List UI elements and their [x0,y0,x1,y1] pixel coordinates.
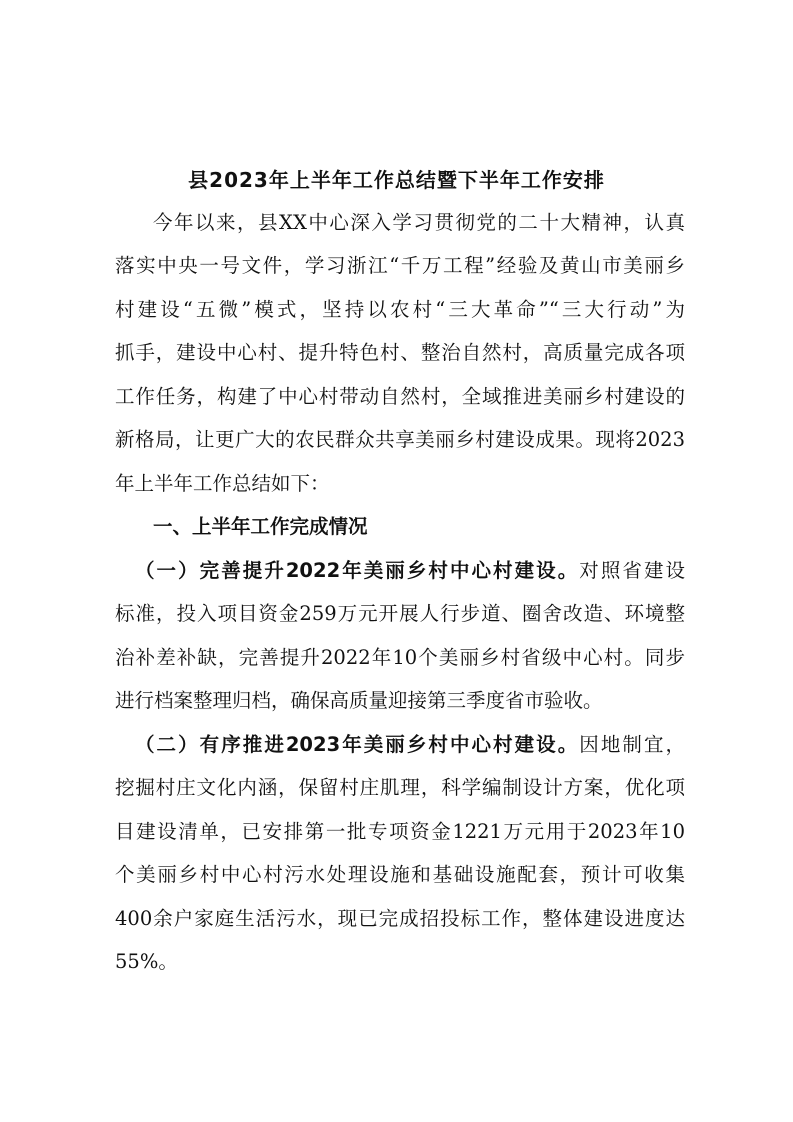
item-2-line-4: 个美丽乡村中心村污水处理设施和基础设施配套，预计可收集 [115,863,685,886]
intro-line-2: 落实中央一号文件，学习浙江“千万工程”经验及黄山市美丽乡 [115,254,685,277]
intro-line-6: 新格局，让更广大的农民群众共享美丽乡村建设成果。现将2023 [115,428,685,451]
item-1-line-2: 标准，投入项目资金259万元开展人行步道、圈舍改造、环境整 [115,602,685,625]
item-2-line-3: 目建设清单，已安排第一批专项资金1221万元用于2023年10 [115,820,685,843]
intro-line-5: 工作任务，构建了中心村带动自然村，全域推进美丽乡村建设的 [115,385,685,408]
item-2-line-6: 55%。 [115,950,178,973]
item-2-first-line [135,731,685,759]
section-heading-1: 一、上半年工作完成情况 [153,515,368,538]
item-1-line-4: 进行档案整理归档，确保高质量迎接第三季度省市验收。 [115,689,603,712]
item-2-lead: （二）有序推进2023年美丽乡村中心村建设。 [135,733,580,756]
item-2-line-5: 400余户家庭生活污水，现已完成招投标工作，整体建设进度达 [115,907,685,930]
item-1-lead: （一）完善提升2022年美丽乡村中心村建设。 [135,559,580,582]
item-1-first-line [135,557,685,585]
item-1-first-line-rest: 对照省建设 [579,559,685,582]
document-title: 县2023年上半年工作总结暨下半年工作安排 [188,168,605,192]
item-1-line-3: 治补差补缺，完善提升2022年10个美丽乡村省级中心村。同步 [115,646,685,669]
item-2-line-2: 挖掘村庄文化内涵，保留村庄肌理，科学编制设计方案，优化项 [115,776,685,799]
item-2-first-line-rest: 因地制宜， [579,733,685,756]
intro-line-7: 年上半年工作总结如下： [115,472,330,495]
intro-line-4: 抓手，建设中心村、提升特色村、整治自然村，高质量完成各项 [115,341,685,364]
intro-line-3: 村建设“五微”模式，坚持以农村“三大革命”“三大行动”为 [115,298,685,321]
intro-line-1: 今年以来，县XX中心深入学习贯彻党的二十大精神，认真 [153,211,685,234]
